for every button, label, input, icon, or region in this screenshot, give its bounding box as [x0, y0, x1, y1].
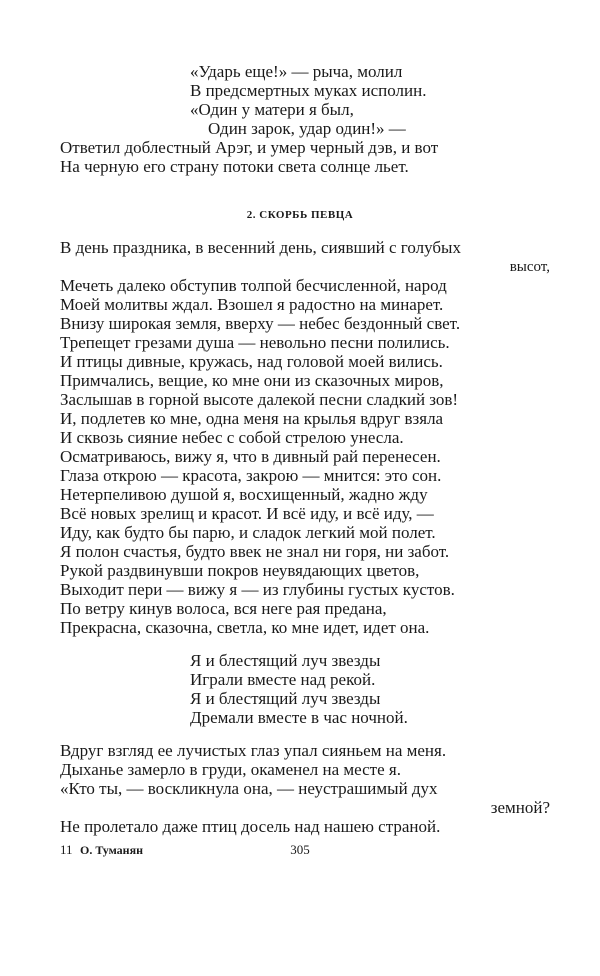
poem-top-line-4: Один зарок, удар один!» —: [208, 119, 406, 138]
stanza-line-4: Дремали вместе в час ночной.: [190, 708, 408, 727]
poem-end-line-2: Дыханье замерло в груди, окаменел на месте я.: [60, 760, 401, 779]
page-number: 305: [290, 842, 310, 857]
poem-end-carry: земной?: [490, 798, 550, 817]
stanza-line-3: Я и блестящий луч звезды: [190, 689, 381, 708]
poem-main-line-13: Всё новых зрелищ и красот. И всё иду, и всё иду, —: [60, 504, 434, 523]
poem-top-line-3: «Один у матери я был,: [190, 100, 354, 119]
poem-top-line-6: На черную его страну потоки света солнце льет.: [60, 157, 409, 176]
poem-main-line-10: Осматриваюсь, вижу я, что в дивный рай перенесен.: [60, 447, 441, 466]
poem-main-line-6: Примчались, вещие, ко мне они из сказочных миров,: [60, 371, 444, 390]
poem-main-line-5: И птицы дивные, кружась, над головой моей вились.: [60, 352, 443, 371]
poem-main-line-19: Прекрасна, сказочна, светла, ко мне идет, идет она.: [60, 618, 430, 637]
signature-mark: 11: [60, 842, 73, 857]
poem-main-line-15: Я полон счастья, будто ввек не знал ни горя, ни забот.: [60, 542, 450, 561]
poem-main-line-7: Заслышав в горной высоте далекой песни сладкий зов!: [60, 390, 459, 409]
poem-end-line-1: Вдруг взгляд ее лучистых глаз упал сияньем на меня.: [60, 741, 447, 760]
poem-main-first-line: В день праздника, в весенний день, сиявший с голубых: [60, 238, 461, 257]
poem-main-line-11: Глаза открою — красота, закрою — мнится: это сон.: [60, 466, 442, 485]
poem-main-line-18: По ветру кинув волоса, вся неге рая предана,: [60, 599, 387, 618]
section-heading: 2. СКОРБЬ ПЕВЦА: [246, 209, 354, 221]
stanza-line-1: Я и блестящий луч звезды: [190, 651, 381, 670]
poem-main-line-3: Внизу широкая земля, вверху — небес бездонный свет.: [60, 314, 461, 333]
poem-main-line-9: И сквозь сияние небес с собой стрелою унесла.: [60, 428, 404, 447]
author-name: О. Туманян: [80, 843, 143, 857]
poem-top-line-1: «Ударь еще!» — рыча, молил: [190, 62, 403, 81]
poem-main-line-1: Мечеть далеко обступив толпой бесчисленной, народ: [60, 276, 447, 295]
poem-main-line-2: Моей молитвы ждал. Взошел я радостно на минарет.: [60, 295, 444, 314]
poem-main-first-carry: высот,: [509, 259, 550, 275]
poem-main-line-16: Рукой раздвинувши покров неувядающих цветов,: [60, 561, 420, 580]
poem-main-line-17: Выходит пери — вижу я — из глубины густых кустов.: [60, 580, 455, 599]
poem-end-line-3: «Кто ты, — воскликнула она, — неустрашимый дух: [60, 779, 438, 798]
poem-top-line-5: Ответил доблестный Арэг, и умер черный дэв, и вот: [60, 138, 439, 157]
poem-top-line-2: В предсмертных муках исполин.: [190, 81, 427, 100]
poem-main-line-8: И, подлетев ко мне, одна меня на крылья вдруг взяла: [60, 409, 444, 428]
poem-main-line-4: Трепещет грезами душа — невольно песни полились.: [60, 333, 450, 352]
stanza-line-2: Играли вместе над рекой.: [190, 670, 376, 689]
poem-main-line-14: Иду, как будто бы парю, и сладок легкий мой полет.: [60, 523, 436, 542]
poem-main-line-12: Нетерпеливою душой я, восхищенный, жадно жду: [60, 485, 428, 504]
poem-last-line: Не пролетало даже птиц досель над нашею страной.: [60, 817, 441, 836]
